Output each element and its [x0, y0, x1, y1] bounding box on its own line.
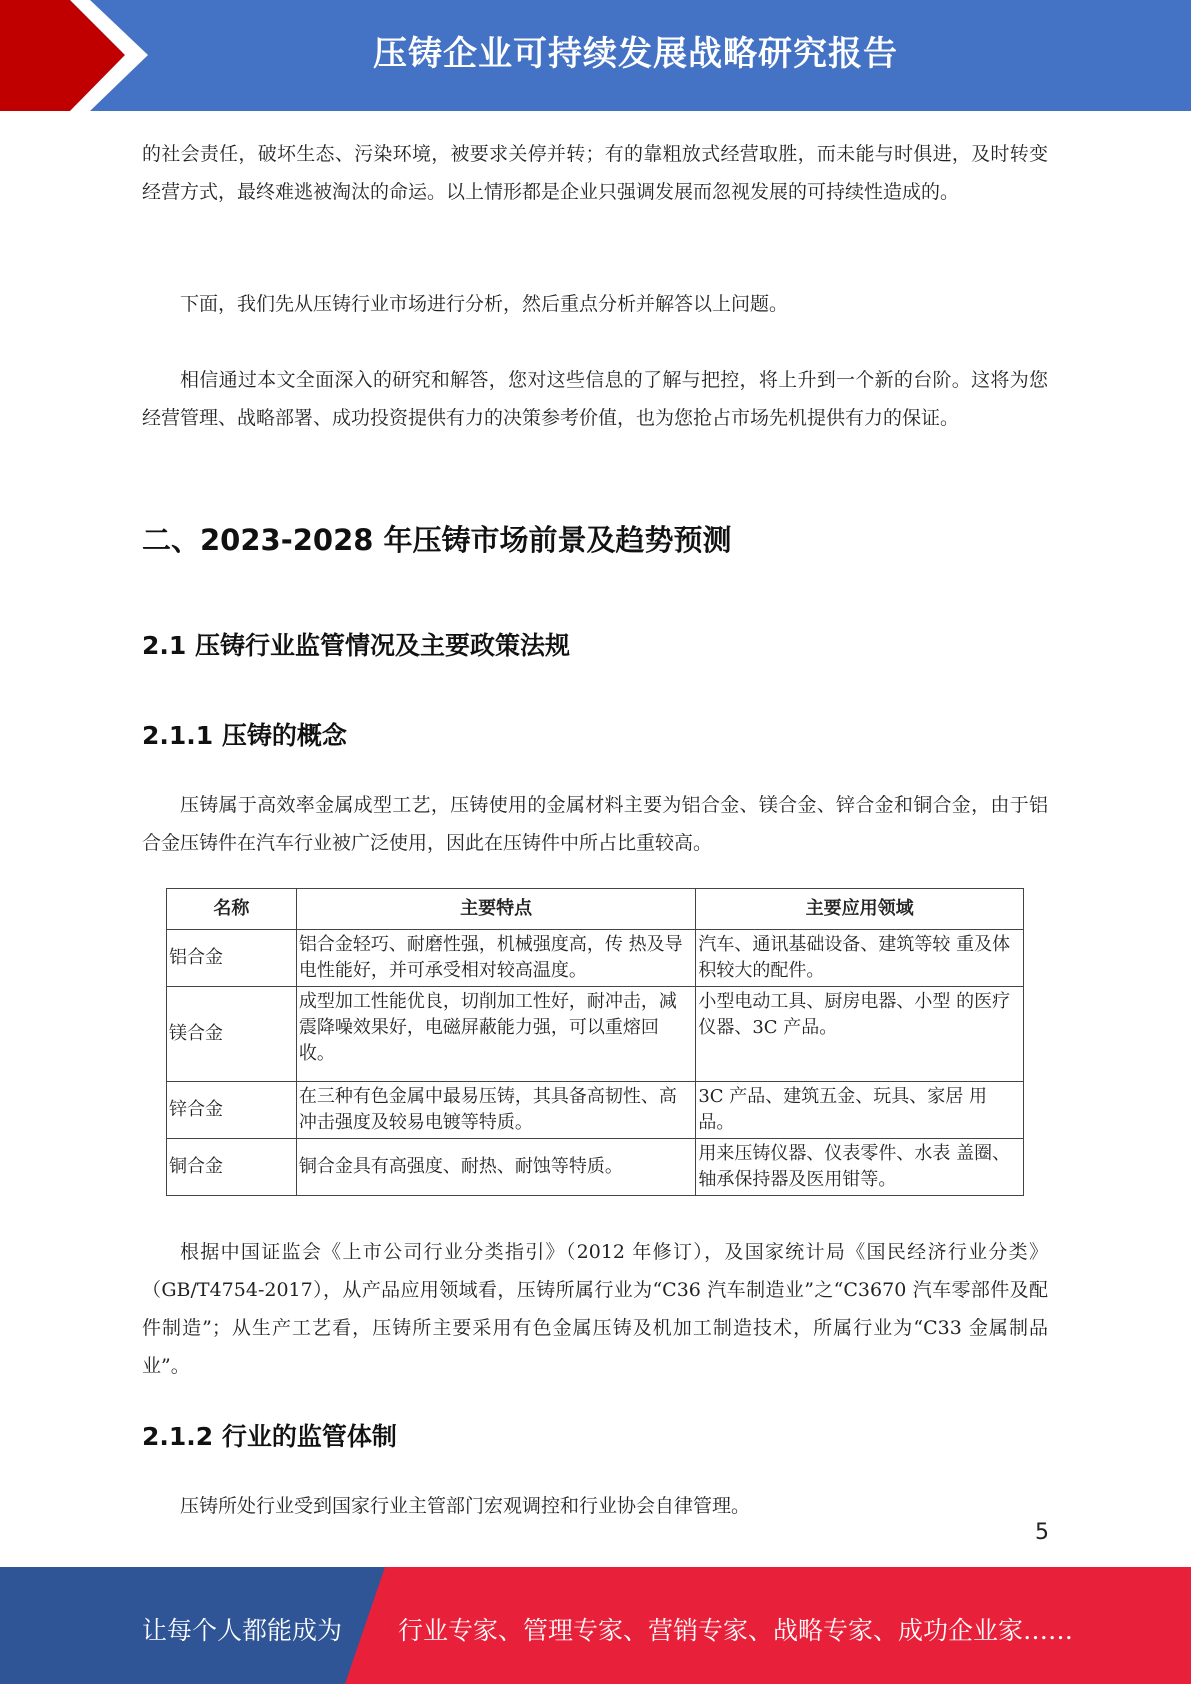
paragraph-2-block: [142, 285, 1048, 323]
table-cell: 汽车、通讯基础设备、建筑等较 重及体积较大的配件。: [696, 930, 1024, 987]
table-cell: 铝合金: [167, 930, 297, 987]
subsubsection-heading: 2.1.1 压铸的概念: [142, 721, 347, 750]
table-cell: 锌合金: [167, 1082, 297, 1139]
table-cell: 3C 产品、建筑五金、玩具、家居 用品。: [696, 1082, 1024, 1139]
table-cell: 镁合金: [167, 987, 297, 1082]
column-header: 名称: [167, 889, 297, 930]
footer-slogan-left: 让每个人都能成为: [142, 1616, 343, 1645]
page-number: 5: [1035, 1520, 1049, 1545]
paragraph: 压铸属于高效率金属成型工艺，压铸使用的金属材料主要为铝合金、镁合金、锌合金和铜合金，由于铝合金压铸件在汽车行业被广泛使用，因此在压铸件中所占比重较高。: [142, 794, 1048, 854]
column-header: 主要应用领域: [696, 889, 1024, 930]
paragraph-4-block: [142, 786, 1048, 862]
paragraph-3-block: [142, 361, 1048, 437]
subsection-heading: 2.1 压铸行业监管情况及主要政策法规: [142, 631, 570, 660]
paragraph-1-block: [142, 135, 1048, 211]
table-row: [167, 1082, 1024, 1139]
table-header-row: [167, 889, 1024, 930]
table-cell: 铜合金: [167, 1139, 297, 1196]
paragraph: 压铸所处行业受到国家行业主管部门宏观调控和行业协会自律管理。: [180, 1495, 751, 1517]
paragraph-5-block: [142, 1233, 1048, 1385]
paragraph: 下面，我们先从压铸行业市场进行分析，然后重点分析并解答以上问题。: [180, 293, 789, 315]
alloy-table: [166, 888, 1024, 1196]
page-footer: [0, 1567, 1191, 1684]
paragraph-6-block: [142, 1487, 1048, 1525]
page-header: [0, 0, 1191, 111]
table-cell: 在三种有色金属中最易压铸，其具备高韧性、高冲击强度及较易电镀等特质。: [296, 1082, 696, 1139]
table-cell: 铜合金具有高强度、耐热、耐蚀等特质。: [296, 1139, 696, 1196]
paragraph: 的社会责任，破坏生态、污染环境，被要求关停并转；有的靠粗放式经营取胜，而未能与时俱进，及时转变经营方式，最终难逃被淘汰的命运。以上情形都是企业只强调发展而忽视发展的可持续性造成的。: [142, 143, 1048, 203]
subsubsection-heading: 2.1.2 行业的监管体制: [142, 1422, 397, 1451]
table-cell: 用来压铸仪器、仪表零件、水表 盖圈、轴承保持器及医用钳等。: [696, 1139, 1024, 1196]
table-cell: 铝合金轻巧、耐磨性强，机械强度高，传 热及导电性能好，并可承受相对较高温度。: [296, 930, 696, 987]
paragraph: 根据中国证监会《上市公司行业分类指引》（2012 年修订），及国家统计局《国民经济行业分类》（GB/T4754-2017），从产品应用领域看，压铸所属行业为“C36 汽车制造业”之“C3670 汽车零部件及配件制造”；从生产工艺看，压铸所主要采用有色金属压铸及机加工制造技术，所属行业为“C33 金属制品业”。: [142, 1241, 1048, 1377]
table-cell: 小型电动工具、厨房电器、小型 的医疗仪器、3C 产品。: [696, 987, 1024, 1082]
table-row: [167, 930, 1024, 987]
table-row: [167, 1139, 1024, 1196]
column-header: 主要特点: [296, 889, 696, 930]
table-cell: 成型加工性能优良，切削加工性好，耐冲击，减震降噪效果好，电磁屏蔽能力强，可以重熔回收。: [296, 987, 696, 1082]
section-heading: 二、2023-2028 年压铸市场前景及趋势预测: [142, 523, 732, 557]
paragraph: 相信通过本文全面深入的研究和解答，您对这些信息的了解与把控，将上升到一个新的台阶。这将为您经营管理、战略部署、成功投资提供有力的决策参考价值，也为您抢占市场先机提供有力的保证。: [142, 369, 1048, 429]
footer-slogan-right: 行业专家、管理专家、营销专家、战略专家、成功企业家……: [398, 1616, 1074, 1645]
table-row: [167, 987, 1024, 1082]
report-title: 压铸企业可持续发展战略研究报告: [373, 34, 898, 74]
